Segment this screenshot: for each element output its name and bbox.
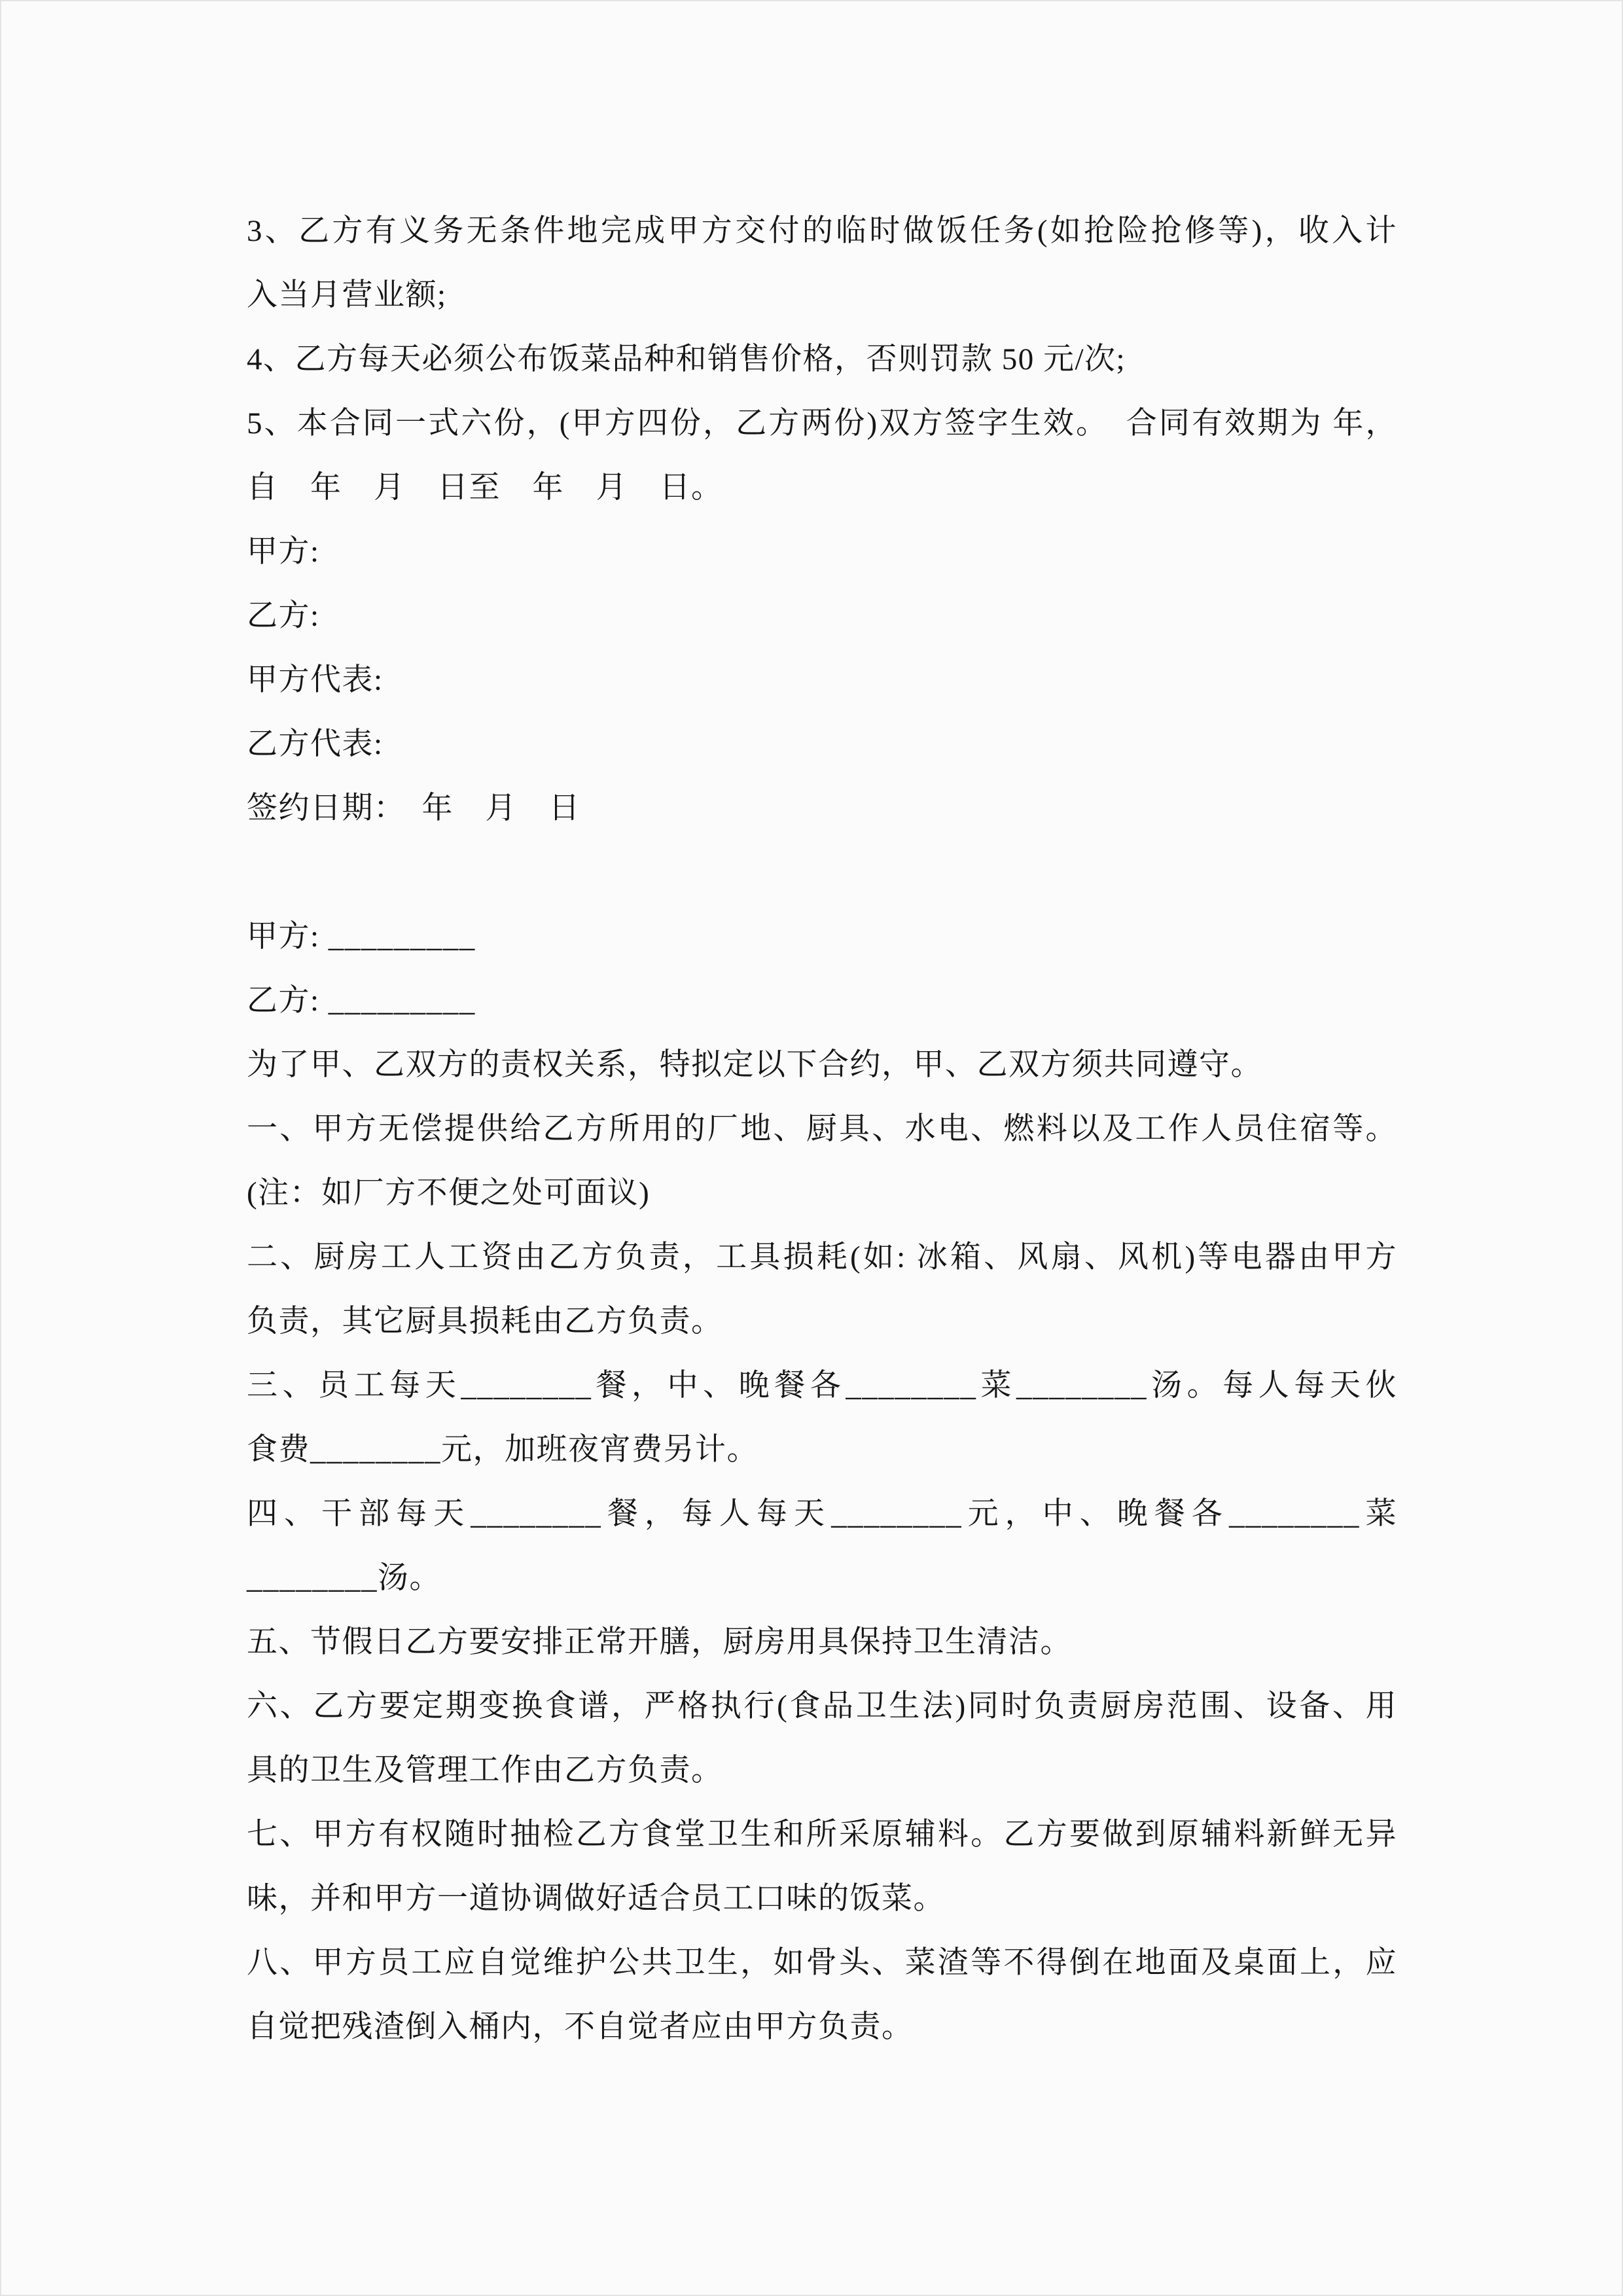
contract-text-block [247,199,1397,2059]
contract-line: 4、乙方每天必须公布饭菜品种和销售价格，否则罚款 50 元/次; [247,342,1126,376]
blank-line [247,840,1397,905]
contract-line: 具的卫生及管理工作由乙方负责。 [247,1753,723,1787]
contract-line: 甲方: _________ [247,920,476,954]
contract-line: 八、甲方员工应自觉维护公共卫生，如骨头、菜渣等不得倒在地面及桌面上，应 [247,1946,1397,1980]
contract-line: 负责，其它厨具损耗由乙方负责。 [247,1304,723,1338]
contract-line: 乙方代表: [247,727,383,761]
contract-line: 甲方代表: [247,663,383,697]
contract-line: 签约日期： 年 月 日 [247,791,580,825]
contract-line: 自觉把残渣倒入桶内，不自觉者应由甲方负责。 [247,2010,914,2044]
contract-line: 味，并和甲方一道协调做好适合员工口味的饭菜。 [247,1882,945,1916]
contract-line: 二、厨房工人工资由乙方负责，工具损耗(如: 冰箱、风扇、风机)等电器由甲方 [247,1240,1397,1274]
contract-line: 一、甲方无偿提供给乙方所用的厂地、厨具、水电、燃料以及工作人员住宿等。 [247,1112,1397,1146]
contract-line: (注：如厂方不便之处可面议) [247,1176,651,1210]
contract-line: 三、员工每天________餐，中、晚餐各________菜________汤。每人每天伙 [247,1369,1397,1403]
contract-line: 四、干部每天________餐，每人每天________元，中、晚餐各________菜 [247,1497,1397,1531]
contract-line: 乙方: [247,599,320,633]
contract-line: 六、乙方要定期变换食谱，严格执行(食品卫生法)同时负责厨房范围、设备、用 [247,1689,1397,1723]
contract-line: 乙方: _________ [247,984,476,1018]
contract-line: ________汤。 [247,1561,441,1595]
contract-line: 自 年 月 日至 年 月 日。 [247,471,723,505]
contract-line: 五、节假日乙方要安排正常开膳，厨房用具保持卫生清洁。 [247,1625,1072,1659]
contract-line: 为了甲、乙双方的责权关系，特拟定以下合约，甲、乙双方须共同遵守。 [247,1048,1262,1082]
contract-line: 甲方: [247,535,320,569]
contract-line: 3、乙方有义务无条件地完成甲方交付的临时做饭任务(如抢险抢修等)，收入计 [247,214,1397,248]
contract-line: 5、本合同一式六份，(甲方四份，乙方两份)双方签字生效。 合同有效期为 年， [247,406,1397,440]
contract-line: 七、甲方有权随时抽检乙方食堂卫生和所采原辅料。乙方要做到原辅料新鲜无异 [247,1818,1397,1852]
contract-line: 食费________元，加班夜宵费另计。 [247,1433,758,1467]
contract-line: 入当月营业额; [247,278,447,312]
